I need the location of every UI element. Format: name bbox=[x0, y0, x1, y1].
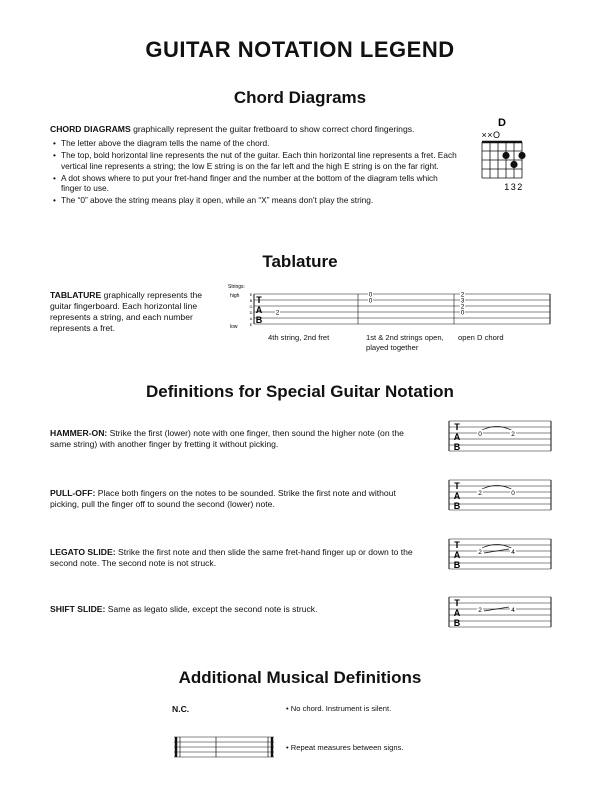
fret-number: 0 bbox=[368, 291, 373, 299]
fret-numbers bbox=[275, 291, 465, 317]
chord-diagrams-text bbox=[50, 124, 460, 207]
definition-term: HAMMER-ON: bbox=[50, 428, 108, 438]
legato-slide-tab bbox=[447, 536, 553, 576]
definition-pull-off bbox=[50, 488, 420, 510]
string-letter: A bbox=[249, 317, 253, 321]
repeat-signs-staff bbox=[174, 734, 274, 766]
tab-caption: 1st & 2nd strings open, played together bbox=[366, 333, 444, 352]
chord-bullet: • The letter above the diagram tells the name of the chord. bbox=[61, 138, 460, 149]
hammer-on-tab bbox=[447, 418, 553, 458]
fret-number: 0 bbox=[368, 297, 373, 305]
chord-bullet: • The top, bold horizontal line represents the nut of the guitar. Each thin horizontal line represents a fret. Each vertical line represents a string; the low E string is on the far left and the high E string is on the far right. bbox=[61, 150, 460, 171]
low-label: low bbox=[230, 324, 238, 330]
string-letter: E bbox=[249, 293, 253, 297]
tab-letter: T bbox=[454, 540, 460, 550]
definition-shift-slide bbox=[50, 604, 420, 615]
staff-lines bbox=[449, 421, 551, 451]
chord-name: D bbox=[498, 117, 506, 129]
fret-number: 2 bbox=[275, 309, 280, 317]
tab-letter: A bbox=[453, 491, 461, 501]
tab-letter: T bbox=[454, 598, 460, 608]
definition-text: Place both fingers on the notes to be sounded. Strike the first note and without picking, pull the finger off to sound the second (lower) note. bbox=[50, 488, 396, 509]
tab-clef bbox=[454, 540, 461, 570]
fret-number: 2 bbox=[478, 490, 482, 497]
tab-caption: 4th string, 2nd fret bbox=[268, 333, 330, 342]
fret-number: 4 bbox=[511, 607, 515, 614]
no-chord-text: • No chord. Instrument is silent. bbox=[286, 704, 392, 713]
tab-clef bbox=[454, 598, 461, 628]
tab-letter: T bbox=[454, 481, 460, 491]
definition-legato-slide bbox=[50, 547, 420, 569]
string-letter: E bbox=[249, 323, 253, 327]
fret-number: 0 bbox=[511, 490, 515, 497]
chord-lead bbox=[50, 124, 460, 135]
tab-letter: A bbox=[255, 305, 263, 315]
fret-number: 2 bbox=[460, 291, 465, 299]
tab-letter: A bbox=[453, 608, 461, 618]
fret-number: 2 bbox=[511, 431, 515, 438]
staff-lines bbox=[449, 539, 551, 569]
definition-hammer-on bbox=[50, 428, 420, 450]
finger-dot bbox=[518, 152, 525, 159]
staff-lines bbox=[174, 737, 274, 757]
tab-clef bbox=[454, 422, 461, 452]
string-letters bbox=[250, 293, 253, 327]
fret-number: 0 bbox=[478, 431, 482, 438]
definitions-heading: Definitions for Special Guitar Notation bbox=[146, 382, 454, 401]
tablature-heading: Tablature bbox=[262, 252, 338, 271]
shift-slide-tab bbox=[447, 594, 553, 634]
tablature-text bbox=[50, 290, 222, 334]
chord-lead-rest: graphically represent the guitar fretboard to show correct chord fingerings. bbox=[130, 124, 415, 134]
page-title: GUITAR NOTATION LEGEND bbox=[145, 37, 455, 62]
chord-lead-bold: CHORD DIAGRAMS bbox=[50, 124, 131, 134]
fretboard-grid bbox=[482, 142, 522, 178]
high-label: high bbox=[230, 293, 240, 299]
fret-number: 3 bbox=[460, 297, 465, 305]
string-letter: D bbox=[249, 311, 253, 315]
definition-term: LEGATO SLIDE: bbox=[50, 547, 116, 557]
tab-letter: B bbox=[453, 442, 461, 452]
string-letter: B bbox=[249, 299, 253, 303]
fret-number: 2 bbox=[478, 607, 482, 614]
string-letter: G bbox=[249, 305, 253, 309]
fret-number: 0 bbox=[460, 309, 465, 317]
string-markers: ××O bbox=[481, 130, 501, 140]
definition-text: Same as legato slide, except the second note is struck. bbox=[105, 604, 318, 614]
fret-number: 4 bbox=[511, 549, 515, 556]
definition-text: Strike the first (lower) note with one finger, then sound the higher note (on the same string) with another finger by fretting it without picking. bbox=[50, 428, 404, 449]
staff-lines bbox=[254, 291, 550, 324]
tablature-lead-bold: TABLATURE bbox=[50, 290, 102, 300]
fret-number: 2 bbox=[460, 303, 465, 311]
definition-term: PULL-OFF: bbox=[50, 488, 96, 498]
repeat-text: • Repeat measures between signs. bbox=[286, 743, 404, 752]
tab-clef bbox=[454, 481, 461, 511]
tab-letter: A bbox=[453, 432, 461, 442]
tab-letter: B bbox=[453, 501, 461, 511]
finger-dot bbox=[510, 161, 517, 168]
no-chord-symbol: N.C. bbox=[172, 704, 190, 714]
definition-term: SHIFT SLIDE: bbox=[50, 604, 106, 614]
tab-letter: B bbox=[453, 560, 461, 570]
chord-diagram-d bbox=[472, 115, 542, 195]
finger-dot bbox=[502, 152, 509, 159]
chord-bullet: • A dot shows where to put your fret-hand finger and the number at the bottom of the diagram tells which finger to use. bbox=[61, 173, 460, 194]
chord-bullet: • The “0” above the string means play it open, while an “X” means don’t play the string. bbox=[61, 195, 460, 206]
staff-lines bbox=[449, 480, 551, 510]
tab-letter: T bbox=[454, 422, 460, 432]
additional-heading: Additional Musical Definitions bbox=[178, 668, 422, 687]
tab-letter: A bbox=[453, 550, 461, 560]
tab-letter: T bbox=[256, 295, 262, 305]
definition-text: Strike the first note and then slide the same fret-hand finger up or down to the second note. The second note is not struck. bbox=[50, 547, 413, 568]
pull-off-tab bbox=[447, 477, 553, 517]
fret-number: 2 bbox=[478, 549, 482, 556]
chord-diagrams-heading: Chord Diagrams bbox=[233, 88, 367, 107]
strings-label: Strings: bbox=[228, 284, 245, 290]
finger-numbers: 132 bbox=[504, 182, 524, 192]
chord-bullets bbox=[50, 138, 460, 206]
tab-caption: open D chord bbox=[458, 333, 504, 342]
tablature-lead-rest: graphically represents the guitar fingerboard. Each horizontal line represents a string, and each number represents a fret. bbox=[50, 290, 203, 333]
tab-letter: B bbox=[453, 618, 461, 628]
staff-lines bbox=[449, 597, 551, 627]
tab-clef bbox=[256, 295, 263, 325]
tab-letter: B bbox=[255, 315, 263, 325]
